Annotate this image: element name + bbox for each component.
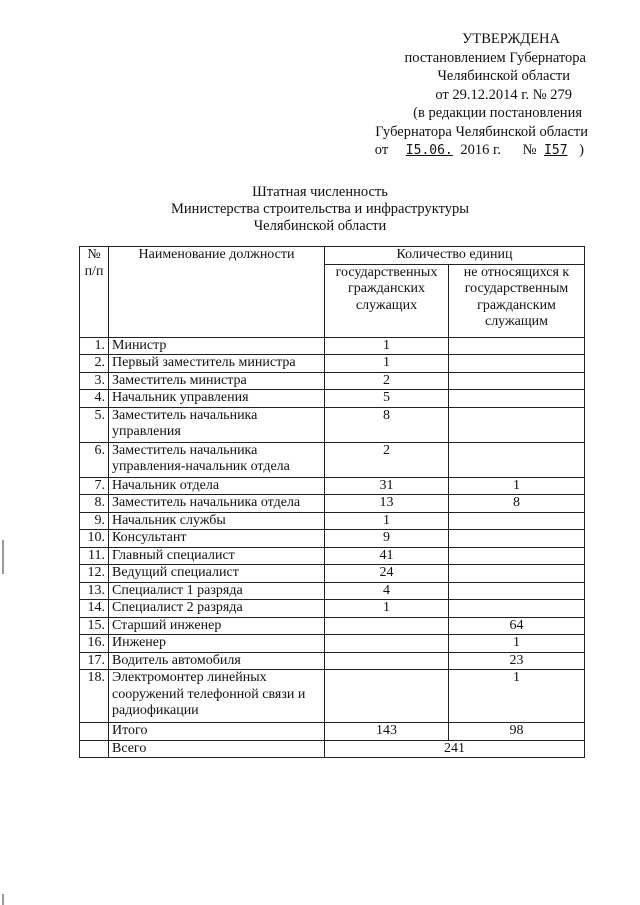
row-other-count: [449, 355, 585, 373]
row-number: 2.: [80, 355, 109, 373]
row-position-name: Консультант: [109, 530, 325, 548]
grand-empty-cell: [80, 740, 109, 758]
row-civil-count: [325, 670, 449, 723]
row-position-name: Начальник отдела: [109, 477, 325, 495]
row-position-name: Начальник управления: [109, 390, 325, 408]
row-civil-count: 5: [325, 390, 449, 408]
row-number: 18.: [80, 670, 109, 723]
approval-date: I5.06.: [405, 143, 453, 158]
row-position-name: Заместитель начальника отдела: [109, 495, 325, 513]
approval-line: Губернатора Челябинской области: [375, 123, 588, 140]
row-number: 7.: [80, 477, 109, 495]
row-position-name: Заместитель министра: [109, 372, 325, 390]
row-civil-count: 4: [325, 582, 449, 600]
approval-block: [328, 30, 588, 161]
table-row: [80, 337, 585, 355]
row-position-name: Старший инженер: [109, 617, 325, 635]
table-row: [80, 600, 585, 618]
approval-line: постановлением Губернатора: [404, 49, 586, 66]
row-position-name: Первый заместитель министра: [109, 355, 325, 373]
total-civil: 143: [325, 723, 449, 741]
row-other-count: [449, 337, 585, 355]
row-number: 10.: [80, 530, 109, 548]
row-other-count: [449, 407, 585, 442]
row-position-name: Ведущий специалист: [109, 565, 325, 583]
row-position-name: Заместитель начальника управления: [109, 407, 325, 442]
margin-mark: [2, 540, 4, 574]
row-other-count: [449, 530, 585, 548]
table-row: [80, 355, 585, 373]
approval-number-sign: №: [522, 142, 537, 158]
grand-total-value: 241: [325, 740, 585, 758]
table-row: [80, 635, 585, 653]
row-other-count: 1: [449, 635, 585, 653]
approval-line: Челябинской области: [437, 68, 570, 84]
row-position-name: Специалист 2 разряда: [109, 600, 325, 618]
grand-total-label: Всего: [109, 740, 325, 758]
row-civil-count: 31: [325, 477, 449, 495]
row-civil-count: 9: [325, 530, 449, 548]
row-other-count: [449, 600, 585, 618]
row-civil-count: 13: [325, 495, 449, 513]
table-row: [80, 530, 585, 548]
grand-total-row: [80, 740, 585, 758]
row-number: 9.: [80, 512, 109, 530]
row-other-count: 1: [449, 477, 585, 495]
row-position-name: Специалист 1 разряда: [109, 582, 325, 600]
table-body: [80, 337, 585, 723]
approval-number: I57: [544, 143, 568, 158]
table-row: [80, 652, 585, 670]
row-other-count: [449, 442, 585, 477]
row-number: 12.: [80, 565, 109, 583]
row-civil-count: 1: [325, 512, 449, 530]
approval-close: ): [579, 142, 584, 158]
row-number: 16.: [80, 635, 109, 653]
row-civil-count: 1: [325, 355, 449, 373]
header-position: Наименование должности: [109, 247, 325, 338]
title-line: Штатная численность: [252, 184, 388, 200]
row-position-name: Водитель автомобиля: [109, 652, 325, 670]
row-position-name: Электромонтер линейных сооружений телефонной связи и радиофикации: [109, 670, 325, 723]
table-row: [80, 512, 585, 530]
row-position-name: Министр: [109, 337, 325, 355]
approval-date-line: [328, 141, 588, 161]
row-civil-count: 1: [325, 337, 449, 355]
row-civil-count: [325, 635, 449, 653]
table-row: [80, 477, 585, 495]
table-row: [80, 442, 585, 477]
row-position-name: Начальник службы: [109, 512, 325, 530]
row-number: 11.: [80, 547, 109, 565]
row-number: 17.: [80, 652, 109, 670]
table-row: [80, 670, 585, 723]
row-number: 14.: [80, 600, 109, 618]
row-number: 13.: [80, 582, 109, 600]
row-other-count: 64: [449, 617, 585, 635]
header-civil-servants: государственных гражданских служащих: [325, 264, 449, 337]
row-number: 6.: [80, 442, 109, 477]
row-number: 3.: [80, 372, 109, 390]
total-other: 98: [449, 723, 585, 741]
total-row: [80, 723, 585, 741]
table-row: [80, 565, 585, 583]
table-row: [80, 372, 585, 390]
row-civil-count: [325, 617, 449, 635]
header-unit-count: Количество единиц: [325, 247, 585, 265]
table-row: [80, 617, 585, 635]
staff-table: [79, 246, 585, 758]
row-civil-count: 2: [325, 442, 449, 477]
row-civil-count: 41: [325, 547, 449, 565]
header-non-civil-servants: не относящихся к государственным гражданским служащим: [449, 264, 585, 337]
document-title: [0, 184, 640, 235]
table-row: [80, 390, 585, 408]
table-row: [80, 495, 585, 513]
table-row: [80, 547, 585, 565]
row-civil-count: [325, 652, 449, 670]
row-civil-count: 2: [325, 372, 449, 390]
row-other-count: [449, 547, 585, 565]
table-row: [80, 407, 585, 442]
table-row: [80, 582, 585, 600]
title-line: Челябинской области: [253, 218, 387, 234]
row-position-name: Инженер: [109, 635, 325, 653]
margin-mark: [2, 894, 4, 905]
row-other-count: 23: [449, 652, 585, 670]
approval-line: от 29.12.2014 г. № 279: [435, 86, 572, 103]
row-other-count: [449, 582, 585, 600]
row-number: 5.: [80, 407, 109, 442]
total-label: Итого: [109, 723, 325, 741]
row-position-name: Заместитель начальника управления-начальник отдела: [109, 442, 325, 477]
row-number: 1.: [80, 337, 109, 355]
total-empty-cell: [80, 723, 109, 741]
row-other-count: 1: [449, 670, 585, 723]
row-other-count: [449, 512, 585, 530]
header-number: № п/п: [80, 247, 109, 338]
row-other-count: [449, 565, 585, 583]
row-other-count: [449, 390, 585, 408]
row-number: 4.: [80, 390, 109, 408]
row-civil-count: 24: [325, 565, 449, 583]
approval-line: (в редакции постановления: [413, 105, 582, 121]
row-number: 15.: [80, 617, 109, 635]
row-civil-count: 1: [325, 600, 449, 618]
row-other-count: [449, 372, 585, 390]
row-civil-count: 8: [325, 407, 449, 442]
row-number: 8.: [80, 495, 109, 513]
approval-year: 2016 г.: [460, 142, 501, 158]
title-line: Министерства строительства и инфраструктуры: [171, 201, 469, 217]
row-position-name: Главный специалист: [109, 547, 325, 565]
approval-ot: от: [374, 142, 389, 158]
row-other-count: 8: [449, 495, 585, 513]
approval-heading: УТВЕРЖДЕНА: [462, 31, 560, 47]
